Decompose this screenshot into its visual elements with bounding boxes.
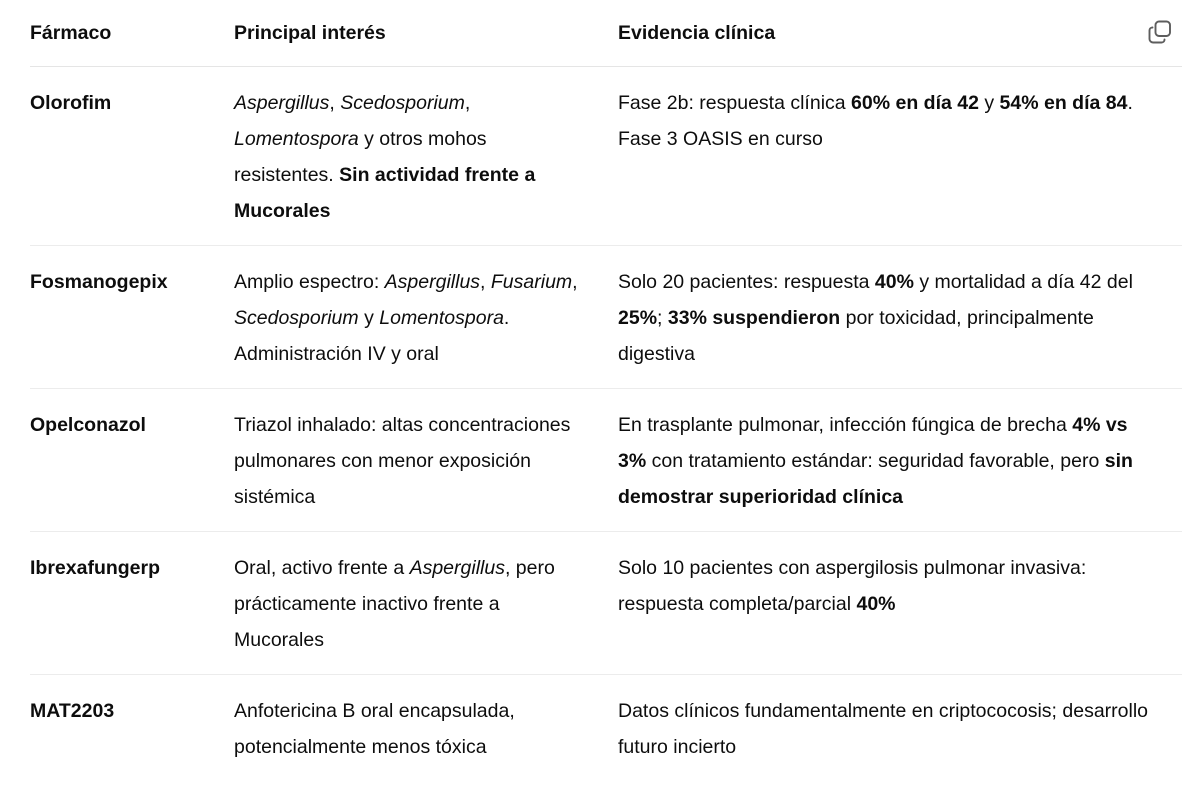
- text-segment: y mortalidad a día 42 del: [913, 271, 1133, 293]
- bold-text: 54% en día 84: [999, 92, 1128, 114]
- cell-evidencia-clinica: [618, 389, 1182, 532]
- text-segment: Oral, activo frente a: [234, 557, 410, 579]
- italic-text: Fusarium: [490, 271, 573, 293]
- text-segment: con tratamiento estándar: seguridad favorable, pero: [646, 450, 1105, 472]
- header-label: Evidencia clínica: [618, 22, 776, 44]
- drug-name: Opelconazol: [30, 414, 146, 436]
- cell-drug-name: [30, 389, 234, 532]
- cell-evidencia-clinica-text: [618, 693, 1182, 765]
- header-label: Fármaco: [30, 22, 112, 44]
- table-row: [30, 389, 1182, 532]
- bold-text: Sin actividad frente a Mucorales: [234, 164, 536, 222]
- text-segment: Solo 20 pacientes: respuesta: [618, 271, 875, 293]
- cell-evidencia-clinica: [618, 675, 1182, 782]
- table-row: [30, 67, 1182, 246]
- text-segment: . Fase 3 OASIS en curso: [618, 92, 1133, 150]
- cell-principal-interes: [234, 389, 618, 532]
- cell-evidencia-clinica: [618, 532, 1182, 675]
- cell-drug-name: [30, 67, 234, 246]
- cell-drug-name: [30, 246, 234, 389]
- text-segment: Triazol inhalado: altas concentraciones pulmonares con menor exposición sistémica: [234, 414, 571, 508]
- italic-text: Aspergillus: [234, 92, 330, 114]
- text-segment: y: [358, 307, 380, 329]
- cell-evidencia-clinica-text: [618, 85, 1182, 157]
- cell-evidencia-clinica: [618, 246, 1182, 389]
- text-segment: Datos clínicos fundamentalmente en criptococosis; desarrollo futuro incierto: [618, 700, 1149, 758]
- bold-text: 4% vs 3%: [618, 414, 1128, 472]
- drug-name: MAT2203: [30, 700, 115, 722]
- text-segment: ,: [464, 92, 471, 114]
- italic-text: Aspergillus: [384, 271, 481, 293]
- table-row: [30, 532, 1182, 675]
- italic-text: Lomentospora: [379, 307, 504, 329]
- text-segment: y: [978, 92, 1000, 114]
- bold-text: 33% suspendieron: [667, 307, 841, 329]
- text-segment: ,: [329, 92, 341, 114]
- cell-evidencia-clinica: [618, 67, 1182, 246]
- text-segment: ,: [480, 271, 491, 293]
- text-segment: ;: [657, 307, 668, 329]
- table-header-row: [30, 0, 1182, 67]
- header-principal-interes: [234, 0, 618, 67]
- cell-drug-name: [30, 675, 234, 782]
- text-segment: Fase 2b: respuesta clínica: [618, 92, 852, 114]
- drug-comparison-table: [30, 0, 1182, 781]
- cell-evidencia-clinica-text: [618, 550, 1182, 622]
- header-evidencia-clinica: [618, 0, 1182, 67]
- cell-principal-interes-text: [234, 550, 618, 658]
- text-segment: Amplio espectro:: [234, 271, 385, 293]
- bold-text: 40%: [874, 271, 914, 293]
- cell-principal-interes: [234, 67, 618, 246]
- text-segment: Anfotericina B oral encapsulada, potencialmente menos tóxica: [234, 700, 515, 758]
- cell-evidencia-clinica-text: [618, 407, 1182, 515]
- table-row: [30, 246, 1182, 389]
- italic-text: Aspergillus: [409, 557, 505, 579]
- italic-text: Scedosporium: [340, 92, 465, 114]
- italic-text: Lomentospora: [234, 128, 359, 150]
- bold-text: 25%: [618, 307, 658, 329]
- cell-principal-interes-text: [234, 693, 618, 765]
- cell-principal-interes-text: [234, 407, 618, 515]
- bold-text: 40%: [856, 593, 896, 615]
- cell-principal-interes: [234, 532, 618, 675]
- header-farmaco: [30, 0, 234, 67]
- drug-name: Olorofim: [30, 92, 112, 114]
- text-segment: por toxicidad, principalmente digestiva: [618, 307, 1094, 365]
- drug-comparison-table-container: [30, 0, 1182, 781]
- table-row: [30, 675, 1182, 782]
- cell-principal-interes: [234, 675, 618, 782]
- text-segment: Solo 10 pacientes con aspergilosis pulmonar invasiva: respuesta completa/parcial: [618, 557, 1087, 615]
- copy-icon: [1147, 19, 1173, 45]
- cell-drug-name: [30, 532, 234, 675]
- cell-evidencia-clinica-text: [618, 264, 1182, 372]
- drug-name: Fosmanogepix: [30, 271, 168, 293]
- cell-principal-interes-text: [234, 264, 618, 372]
- copy-table-button[interactable]: [1147, 19, 1173, 45]
- header-label: Principal interés: [234, 22, 386, 44]
- text-segment: ,: [572, 271, 578, 293]
- text-segment: y otros mohos resistentes.: [234, 128, 487, 186]
- cell-principal-interes: [234, 246, 618, 389]
- italic-text: Scedosporium: [234, 307, 359, 329]
- text-segment: , pero prácticamente inactivo frente a Mucorales: [234, 557, 555, 651]
- cell-principal-interes-text: [234, 85, 618, 229]
- table-body: [30, 67, 1182, 782]
- bold-text: sin demostrar superioridad clínica: [618, 450, 1133, 508]
- bold-text: 60% en día 42: [851, 92, 979, 114]
- text-segment: En trasplante pulmonar, infección fúngica de brecha: [618, 414, 1073, 436]
- text-segment: . Administración IV y oral: [234, 307, 510, 365]
- drug-name: Ibrexafungerp: [30, 557, 161, 579]
